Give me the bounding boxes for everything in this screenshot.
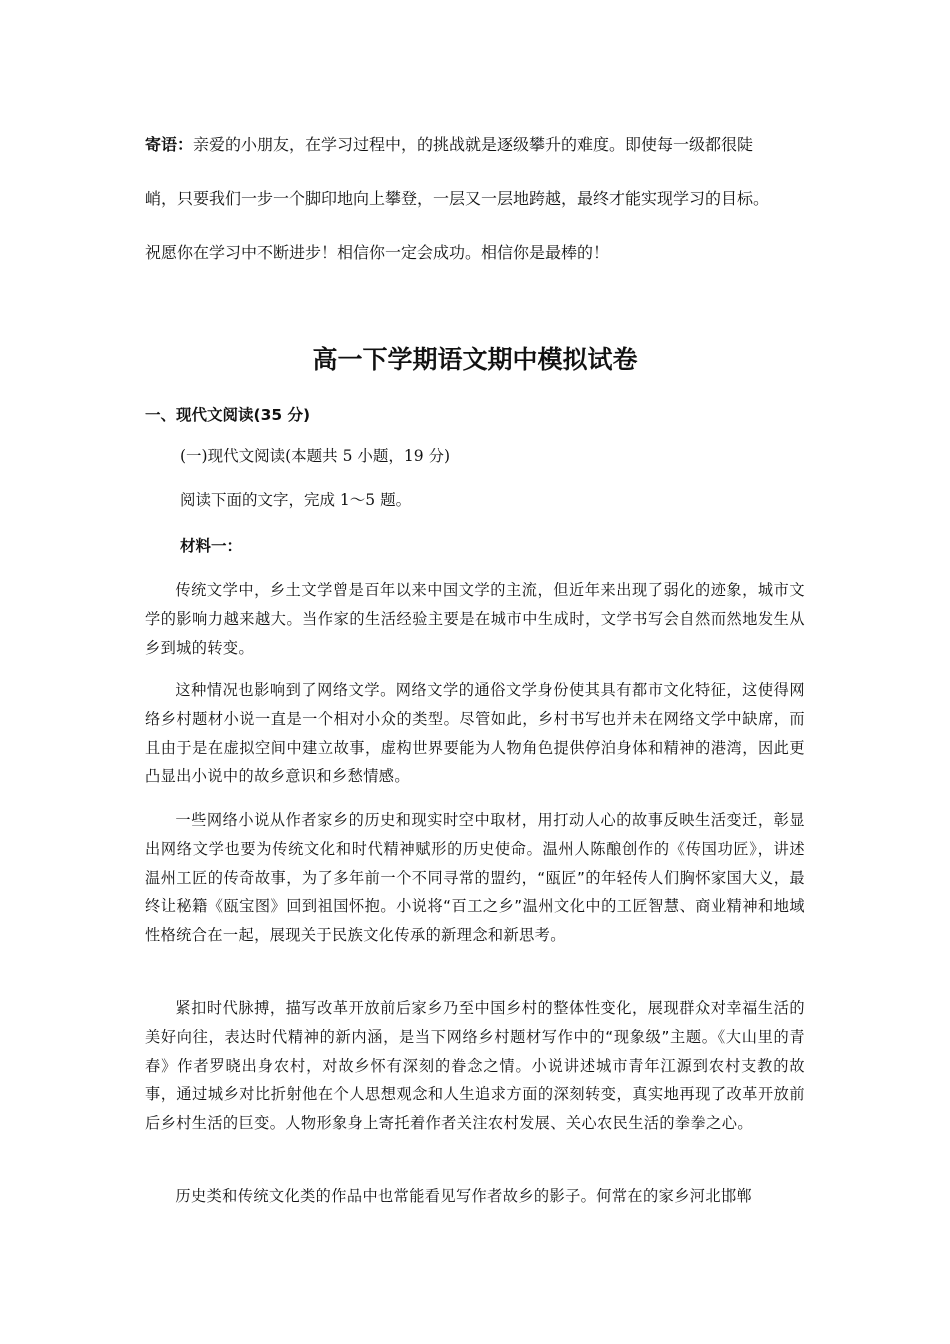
intro-line-2: 峭，只要我们一步一个脚印地向上攀登，一层又一层地跨越，最终才能实现学习的目标。: [145, 189, 770, 208]
intro-text-1: 亲爱的小朋友，在学习过程中，的挑战就是逐级攀升的难度。即使每一级都很陡: [193, 135, 754, 154]
material-label: 材料一：: [180, 537, 243, 555]
section-heading: 一、现代文阅读(35 分): [145, 406, 311, 424]
intro-line-1: [145, 135, 807, 155]
passage-paragraph: [145, 1182, 805, 1211]
passage-paragraph: [145, 676, 805, 791]
paragraph-4: 紧扣时代脉搏，描写改革开放前后家乡乃至中国乡村的整体性变化，展现群众对幸福生活的美好向往，表达时代精神的新内涵，是当下网络乡村题材写作中的“现象级”主题。《大山里的青春》作者罗晓出身农村，对故乡怀有深刻的眷念之情。小说讲述城市青年江源到农村支教的故事，通过城乡对比折射他在个人思想观念和人生追求方面的深刻转变，真实地再现了改革开放前后乡村生活的巨变。人物形象身上寄托着作者关注农村发展、关心农民生活的拳拳之心。: [145, 999, 805, 1133]
passage-paragraph: [145, 994, 805, 1138]
passage-paragraph: [145, 576, 805, 662]
paragraph-5: 历史类和传统文化类的作品中也常能看见写作者故乡的影子。何常在的家乡河北邯郸: [175, 1187, 753, 1205]
intro-label: 寄语：: [145, 135, 194, 154]
passage-paragraph: [145, 806, 805, 950]
intro-line-3: 祝愿你在学习中不断进步！相信你一定会成功。相信你是最棒的！: [145, 243, 610, 262]
exam-title: 高一下学期语文期中模拟试卷: [312, 345, 638, 374]
paragraph-3: 一些网络小说从作者家乡的历史和现实时空中取材，用打动人心的故事反映生活变迁，彰显出网络文学也要为传统文化和时代精神赋形的历史使命。温州人陈酿创作的《传国功匠》，讲述温州工匠的传奇故事，为了多年前一个不同寻常的盟约，“瓯匠”的年轻传人们胸怀家国大义，最终让秘籍《瓯宝图》回到祖国怀抱。小说将“百工之乡”温州文化中的工匠智慧、商业精神和地域性格统合在一起，展现关于民族文化传承的新理念和新思考。: [145, 811, 805, 945]
paragraph-1: 传统文学中，乡土文学曾是百年以来中国文学的主流，但近年来出现了弱化的迹象，城市文学的影响力越来越大。当作家的生活经验主要是在城市中生成时，文学书写会自然而然地发生从乡到城的转变。: [145, 581, 805, 657]
subsection-heading: (一)现代文阅读(本题共 5 小题，19 分): [180, 447, 451, 465]
paragraph-2: 这种情况也影响到了网络文学。网络文学的通俗文学身份使其具有都市文化特征，这使得网络乡村题材小说一直是一个相对小众的类型。尽管如此，乡村书写也并未在网络文学中缺席，而且由于是在虚拟空间中建立故事，虚构世界要能为人物角色提供停泊身体和精神的港湾，因此更凸显出小说中的故乡意识和乡愁情感。: [145, 681, 805, 786]
reading-instruction: 阅读下面的文字，完成 1～5 题。: [180, 491, 412, 509]
